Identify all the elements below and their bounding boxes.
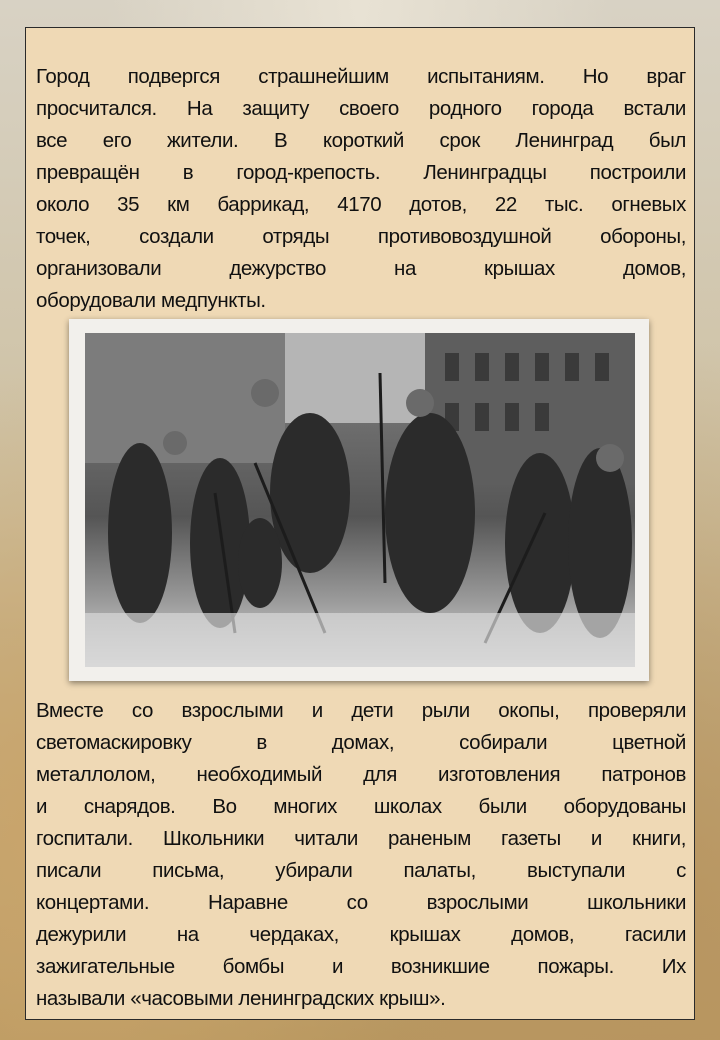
text-line: светомаскировку в домах, собирали цветной [36,731,686,754]
text-line: просчитался. На защиту своего родного города встали [36,97,686,120]
text-line: и снарядов. Во многих школах были оборудованы [36,795,686,818]
text-line: зажигательные бомбы и возникшие пожары. Их [36,955,686,978]
text-line: Вместе со взрослыми и дети рыли окопы, проверяли [36,699,686,722]
text-line: дежурили на чердаках, крышах домов, гасили [36,923,686,946]
text-line: оборудовали медпункты. [36,289,266,312]
photo-illustration [85,333,635,667]
paragraph-children [36,695,686,1015]
text-line: точек, создали отряды противовоздушной обороны, [36,225,686,248]
text-line: все его жители. В короткий срок Ленинград был [36,129,686,152]
historical-photo [85,333,635,667]
text-line: концертами. Наравне со взрослыми школьники [36,891,686,914]
text-line: организовали дежурство на крышах домов, [36,257,686,280]
paragraph-defense [36,61,686,317]
text-line: называли «часовыми ленинградских крыш». [36,987,446,1010]
text-line: превращён в город-крепость. Ленинградцы построили [36,161,686,184]
text-line: госпитали. Школьники читали раненым газеты и книги, [36,827,686,850]
photo-frame [69,319,649,681]
text-line: металлолом, необходимый для изготовления патронов [36,763,686,786]
text-panel [25,27,695,1020]
text-line: около 35 км баррикад, 4170 дотов, 22 тыс. огневых [36,193,686,216]
text-line: писали письма, убирали палаты, выступали с [36,859,686,882]
text-line: Город подвергся страшнейшим испытаниям. Но враг [36,65,686,88]
